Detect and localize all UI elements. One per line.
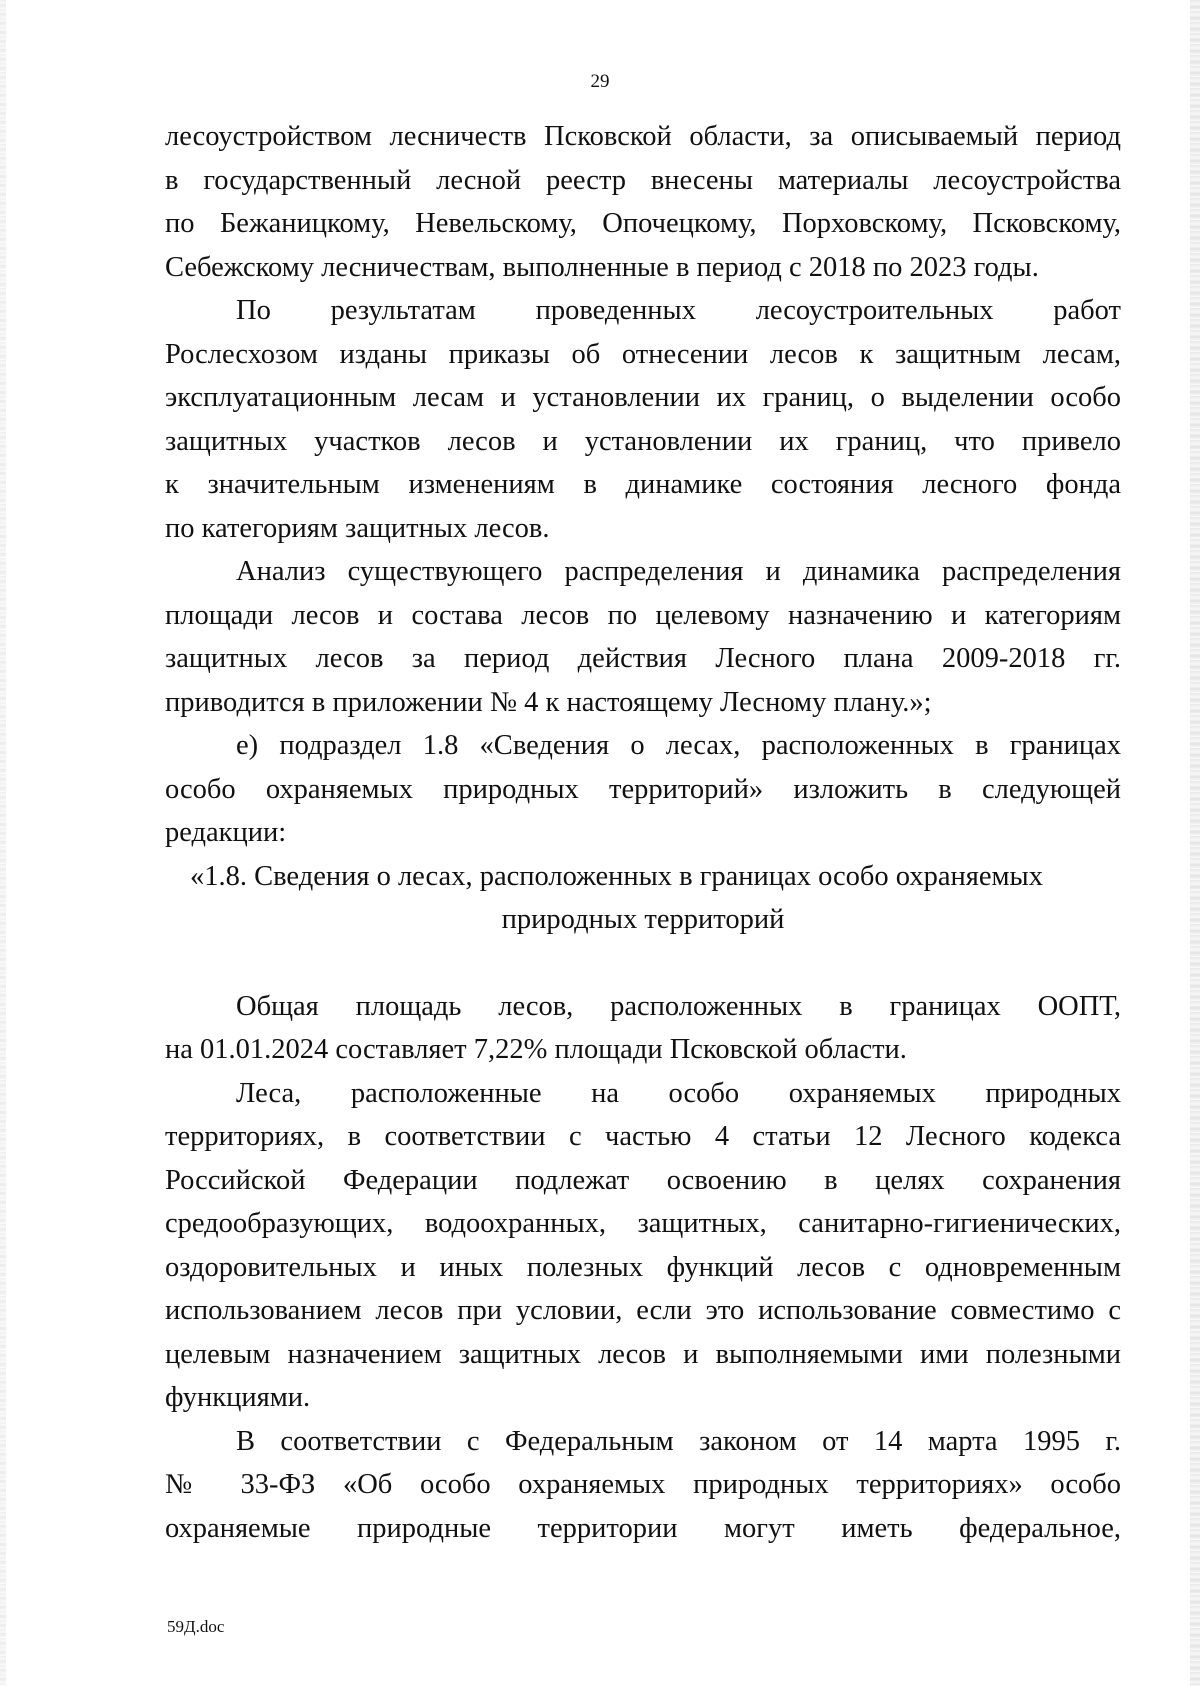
paragraph-5-line: на 01.01.2024 составляет 7,22% площади Псковской области. <box>165 1034 907 1065</box>
heading-spacing <box>165 942 1121 985</box>
paragraph-6-line: функциями. <box>165 1382 311 1413</box>
paragraph-2-line: По результатам проведенных лесоустроительных работ <box>236 295 1121 326</box>
paragraph-1-line: лесоустройством лесничеств Псковской области, за описываемый период <box>165 121 1121 152</box>
paragraph-3-line: площади лесов и состава лесов по целевому назначению и категориям <box>165 599 1121 631</box>
paragraph-6-line: Российской Федерации подлежат освоению в целях сохранения <box>165 1164 1121 1196</box>
paragraph-2-line: по категориям защитных лесов. <box>165 512 550 544</box>
paragraph-3-line: Анализ существующего распределения и динамика распределения <box>236 556 1121 587</box>
paragraph-7-line: охраняемые природные территории могут иметь федеральное, <box>165 1512 1121 1544</box>
paragraph-6-line: средообразующих, водоохранных, защитных, санитарно-гигиенических, <box>165 1208 1121 1239</box>
paragraph-3-line: защитных лесов за период действия Лесного плана 2009-2018 гг. <box>165 643 1121 674</box>
paragraph-6-line: территориях, в соответствии с частью 4 статьи 12 Лесного кодекса <box>165 1121 1121 1152</box>
document-body <box>165 115 1121 1550</box>
paragraph-1-line: в государственный лесной реестр внесены материалы лесоустройства <box>165 164 1121 196</box>
section-heading-line-1: «1.8. Сведения о лесах, расположенных в границах особо охраняемых <box>190 860 1043 892</box>
paragraph-3-line: приводится в приложении № 4 к настоящему Лесному плану.»; <box>165 686 932 718</box>
paragraph-2-line: Рослесхозом изданы приказы об отнесении лесов к защитным лесам, <box>165 338 1121 370</box>
paragraph-1-line: Себежскому лесничествам, выполненные в период с 2018 по 2023 годы. <box>165 251 1039 283</box>
paragraph-7-line: № 33-ФЗ «Об особо охраняемых природных территориях» особо <box>165 1469 1121 1500</box>
scan-edge-left <box>0 0 6 1686</box>
footer-filename: 59Д.doc <box>167 1617 225 1636</box>
paragraph-4-line: редакции: <box>165 817 287 848</box>
paragraph-2-line: к значительным изменениям в динамике состояния лесного фонда <box>165 469 1121 500</box>
paragraph-6-line: целевым назначением защитных лесов и выполняемыми ими полезными <box>165 1338 1121 1370</box>
section-heading-line-2: природных территорий <box>501 904 785 935</box>
paragraph-6-line: Леса, расположенные на особо охраняемых природных <box>236 1077 1121 1109</box>
paragraph-4-line: е) подраздел 1.8 «Сведения о лесах, расположенных в границах <box>236 730 1121 761</box>
paragraph-7-line: В соответствии с Федеральным законом от 14 марта 1995 г. <box>236 1425 1121 1457</box>
paragraph-6-line: оздоровительных и иных полезных функций лесов с одновременным <box>165 1251 1121 1283</box>
paragraph-5-line: Общая площадь лесов, расположенных в границах ООПТ, <box>236 990 1121 1022</box>
paragraph-1-line: по Бежаницкому, Невельскому, Опочецкому, Порховскому, Псковскому, <box>165 208 1121 239</box>
paragraph-6-line: использованием лесов при условии, если это использование совместимо с <box>165 1295 1121 1326</box>
page-number: 29 <box>590 71 610 92</box>
scan-edge-right <box>1190 0 1200 1686</box>
paragraph-2-line: эксплуатационным лесам и установлении их границ, о выделении особо <box>165 382 1121 413</box>
paragraph-2-line: защитных участков лесов и установлении их границ, что привело <box>165 425 1121 457</box>
paragraph-4-line: особо охраняемых природных территорий» изложить в следующей <box>165 773 1121 805</box>
